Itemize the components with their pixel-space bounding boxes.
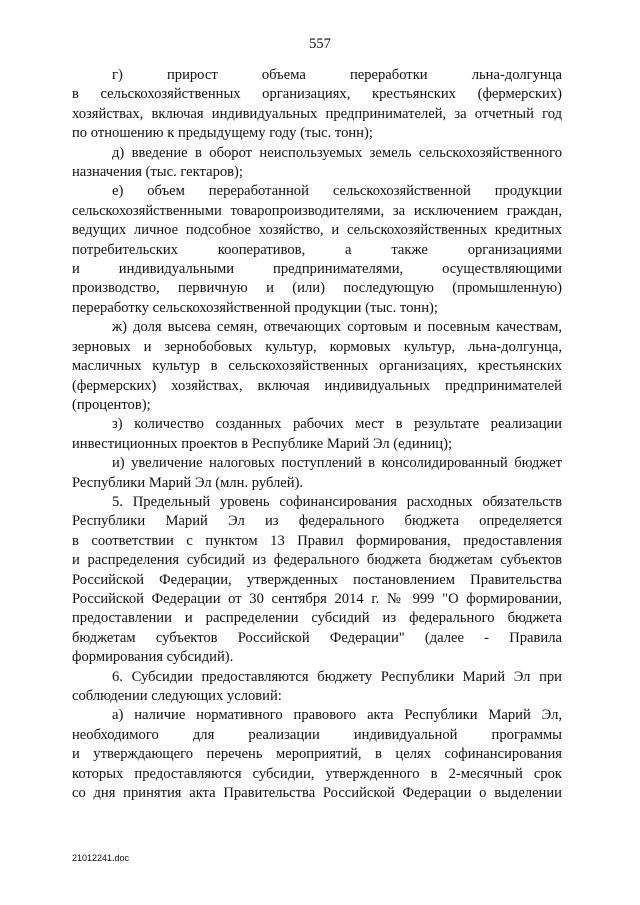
text-line: Российской Федерации, утвержденных постановлением Правительства (72, 571, 562, 588)
text-line: и индивидуальными предпринимателями, осуществляющими (72, 261, 562, 278)
text-line: г) прирост объема переработки льна-долгунца (112, 67, 562, 83)
text-line: 5. Предельный уровень софинансирования расходных обязательств (112, 493, 562, 510)
text-line: масличных культур в сельскохозяйственных организациях, крестьянских (72, 358, 562, 375)
text-line: Республики Марий Эл из федерального бюджета определяется (72, 513, 562, 530)
footer-filename: 21012241.doc (72, 853, 130, 863)
text-line: Российской Федерации от 30 сентября 2014 г. № 999 "О формировании, (72, 590, 562, 607)
text-line: в сельскохозяйственных организациях, крестьянских (фермерских) (72, 86, 562, 103)
paragraph-a (72, 706, 562, 803)
paragraph-d (72, 144, 562, 183)
paragraph-zh (72, 318, 562, 415)
text-line: производство, первичную и (или) последующую (промышленную) (72, 280, 562, 297)
document-body (72, 66, 562, 803)
text-line: (процентов); (72, 396, 151, 413)
text-line: и распределения субсидий из федерального бюджета бюджетам субъектов (72, 552, 562, 569)
text-line: з) количество созданных рабочих мест в результате реализации (112, 416, 562, 433)
text-line: формирования субсидий). (72, 649, 234, 666)
paragraph-e (72, 182, 562, 318)
text-line: потребительских кооперативов, а также организациями (72, 241, 562, 258)
text-line: е) объем переработанной сельскохозяйственной продукции (112, 183, 562, 200)
paragraph-6 (72, 668, 562, 707)
text-line: зерновых и зернобобовых культур, кормовых культур, льна-долгунца, (72, 338, 562, 355)
text-line: Республики Марий Эл (млн. рублей). (72, 474, 304, 491)
text-line: инвестиционных проектов в Республике Марий Эл (единиц); (72, 435, 453, 452)
text-line: со дня принятия акта Правительства Российской Федерации о выделении (72, 785, 562, 802)
text-line: бюджетам субъектов Российской Федерации" (далее - Правила (72, 629, 562, 646)
text-line: ж) доля высева семян, отвечающих сортовым и посевным качествам, (112, 319, 562, 336)
paragraph-5 (72, 493, 562, 668)
text-line: предоставлении и распределении субсидий из федерального бюджета (72, 610, 562, 627)
text-line: сельскохозяйственными товаропроизводителями, за исключением граждан, (72, 202, 562, 219)
text-line: в соответствии с пунктом 13 Правил формирования, предоставления (72, 532, 562, 549)
text-line: и утверждающего перечень мероприятий, в целях софинансирования (72, 746, 562, 763)
paragraph-i (72, 454, 562, 493)
text-line: необходимого для реализации индивидуальной программы (72, 726, 562, 743)
text-line: ведущих личное подсобное хозяйство, и сельскохозяйственных кредитных (72, 222, 562, 239)
text-line: переработку сельскохозяйственной продукции (тыс. тонн); (72, 299, 438, 316)
text-line: назначения (тыс. гектаров); (72, 164, 243, 181)
text-line: по отношению к предыдущему году (тыс. тонн); (72, 125, 373, 142)
text-line: и) увеличение налоговых поступлений в консолидированный бюджет (112, 455, 562, 472)
text-line: хозяйствах, включая индивидуальных предпринимателей, за отчетный год (72, 105, 562, 122)
text-line: которых предоставляются субсидии, утвержденного в 2-месячный срок (72, 765, 562, 782)
text-line: д) введение в оборот неиспользуемых земель сельскохозяйственного (112, 144, 562, 161)
paragraph-z (72, 415, 562, 454)
text-line: (фермерских) хозяйствах, включая индивидуальных предпринимателей (72, 377, 562, 394)
paragraph-g (72, 66, 562, 144)
text-line: соблюдении следующих условий: (72, 688, 282, 704)
page-number: 557 (309, 36, 331, 52)
text-line: 6. Субсидии предоставляются бюджету Республики Марий Эл при (112, 668, 562, 685)
text-line: а) наличие нормативного правового акта Республики Марий Эл, (112, 707, 562, 724)
